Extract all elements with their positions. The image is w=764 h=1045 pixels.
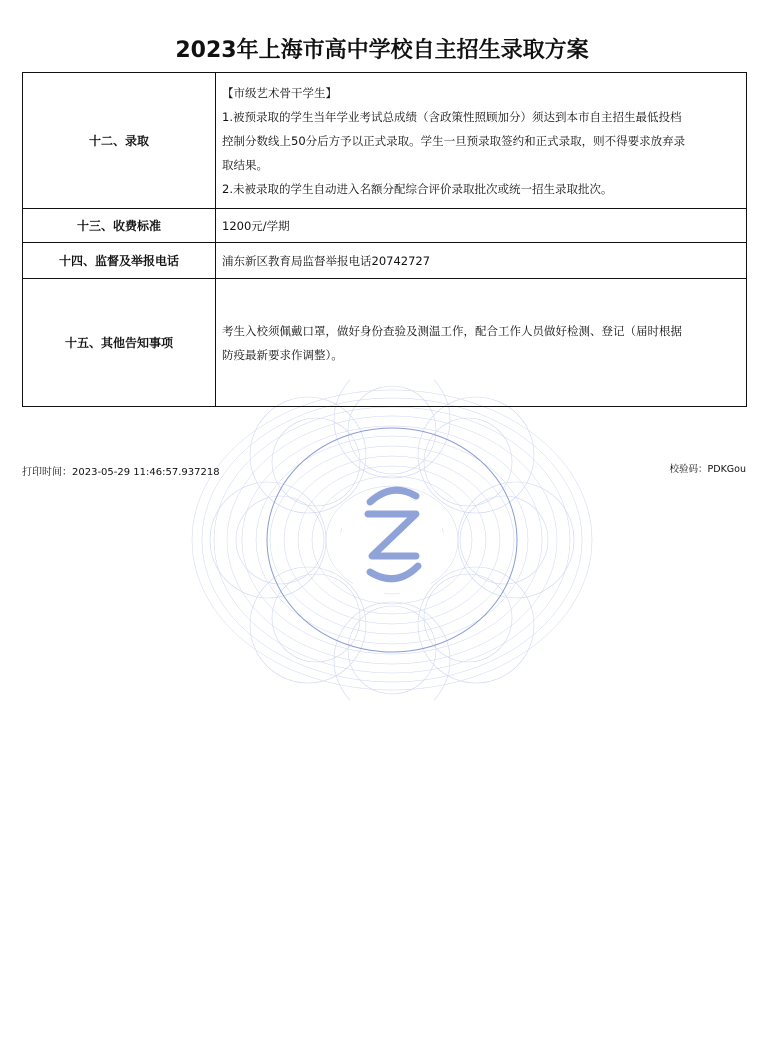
table-row-notices	[23, 279, 747, 407]
content-line: 控制分数线上50分后方予以正式录取。学生一旦预录取签约和正式录取，则不得要求放弃录	[222, 133, 686, 148]
row-content-notices	[216, 279, 747, 407]
row-label-notices: 十五、其他告知事项	[23, 279, 216, 407]
row-content-admission	[216, 73, 747, 209]
policy-table	[22, 72, 747, 407]
content-line: 1.被预录取的学生当年学业考试总成绩（含政策性照顾加分）须达到本市自主招生最低投档	[222, 109, 682, 124]
content-line: 2.未被录取的学生自动进入名额分配综合评价录取批次或统一招生录取批次。	[222, 181, 613, 196]
watermark-seal	[186, 380, 598, 700]
verification-code: 校验码：PDKGou	[669, 464, 746, 475]
content-line: 考生入校须佩戴口罩，做好身份查验及测温工作，配合工作人员做好检测、登记（届时根据	[222, 323, 682, 338]
row-label-hotline: 十四、监督及举报电话	[23, 243, 216, 279]
content-line: 【市级艺术骨干学生】	[222, 85, 337, 100]
table-row-fees	[23, 209, 747, 243]
table-row-admission	[23, 73, 747, 209]
content-line: 防疫最新要求作调整）。	[222, 347, 343, 362]
content-line: 取结果。	[222, 157, 268, 172]
row-content-fees	[216, 209, 747, 243]
content-line: 浦东新区教育局监督举报电话20742727	[222, 253, 431, 268]
table-row-hotline	[23, 243, 747, 279]
print-timestamp: 打印时间：2023-05-29 11:46:57.937218	[22, 467, 220, 478]
document-title: 2023年上海市高中学校自主招生录取方案	[175, 38, 589, 63]
row-label-fees: 十三、收费标准	[23, 209, 216, 243]
content-line: 1200元/学期	[222, 218, 290, 233]
row-content-hotline	[216, 243, 747, 279]
row-label-admission: 十二、录取	[23, 73, 216, 209]
